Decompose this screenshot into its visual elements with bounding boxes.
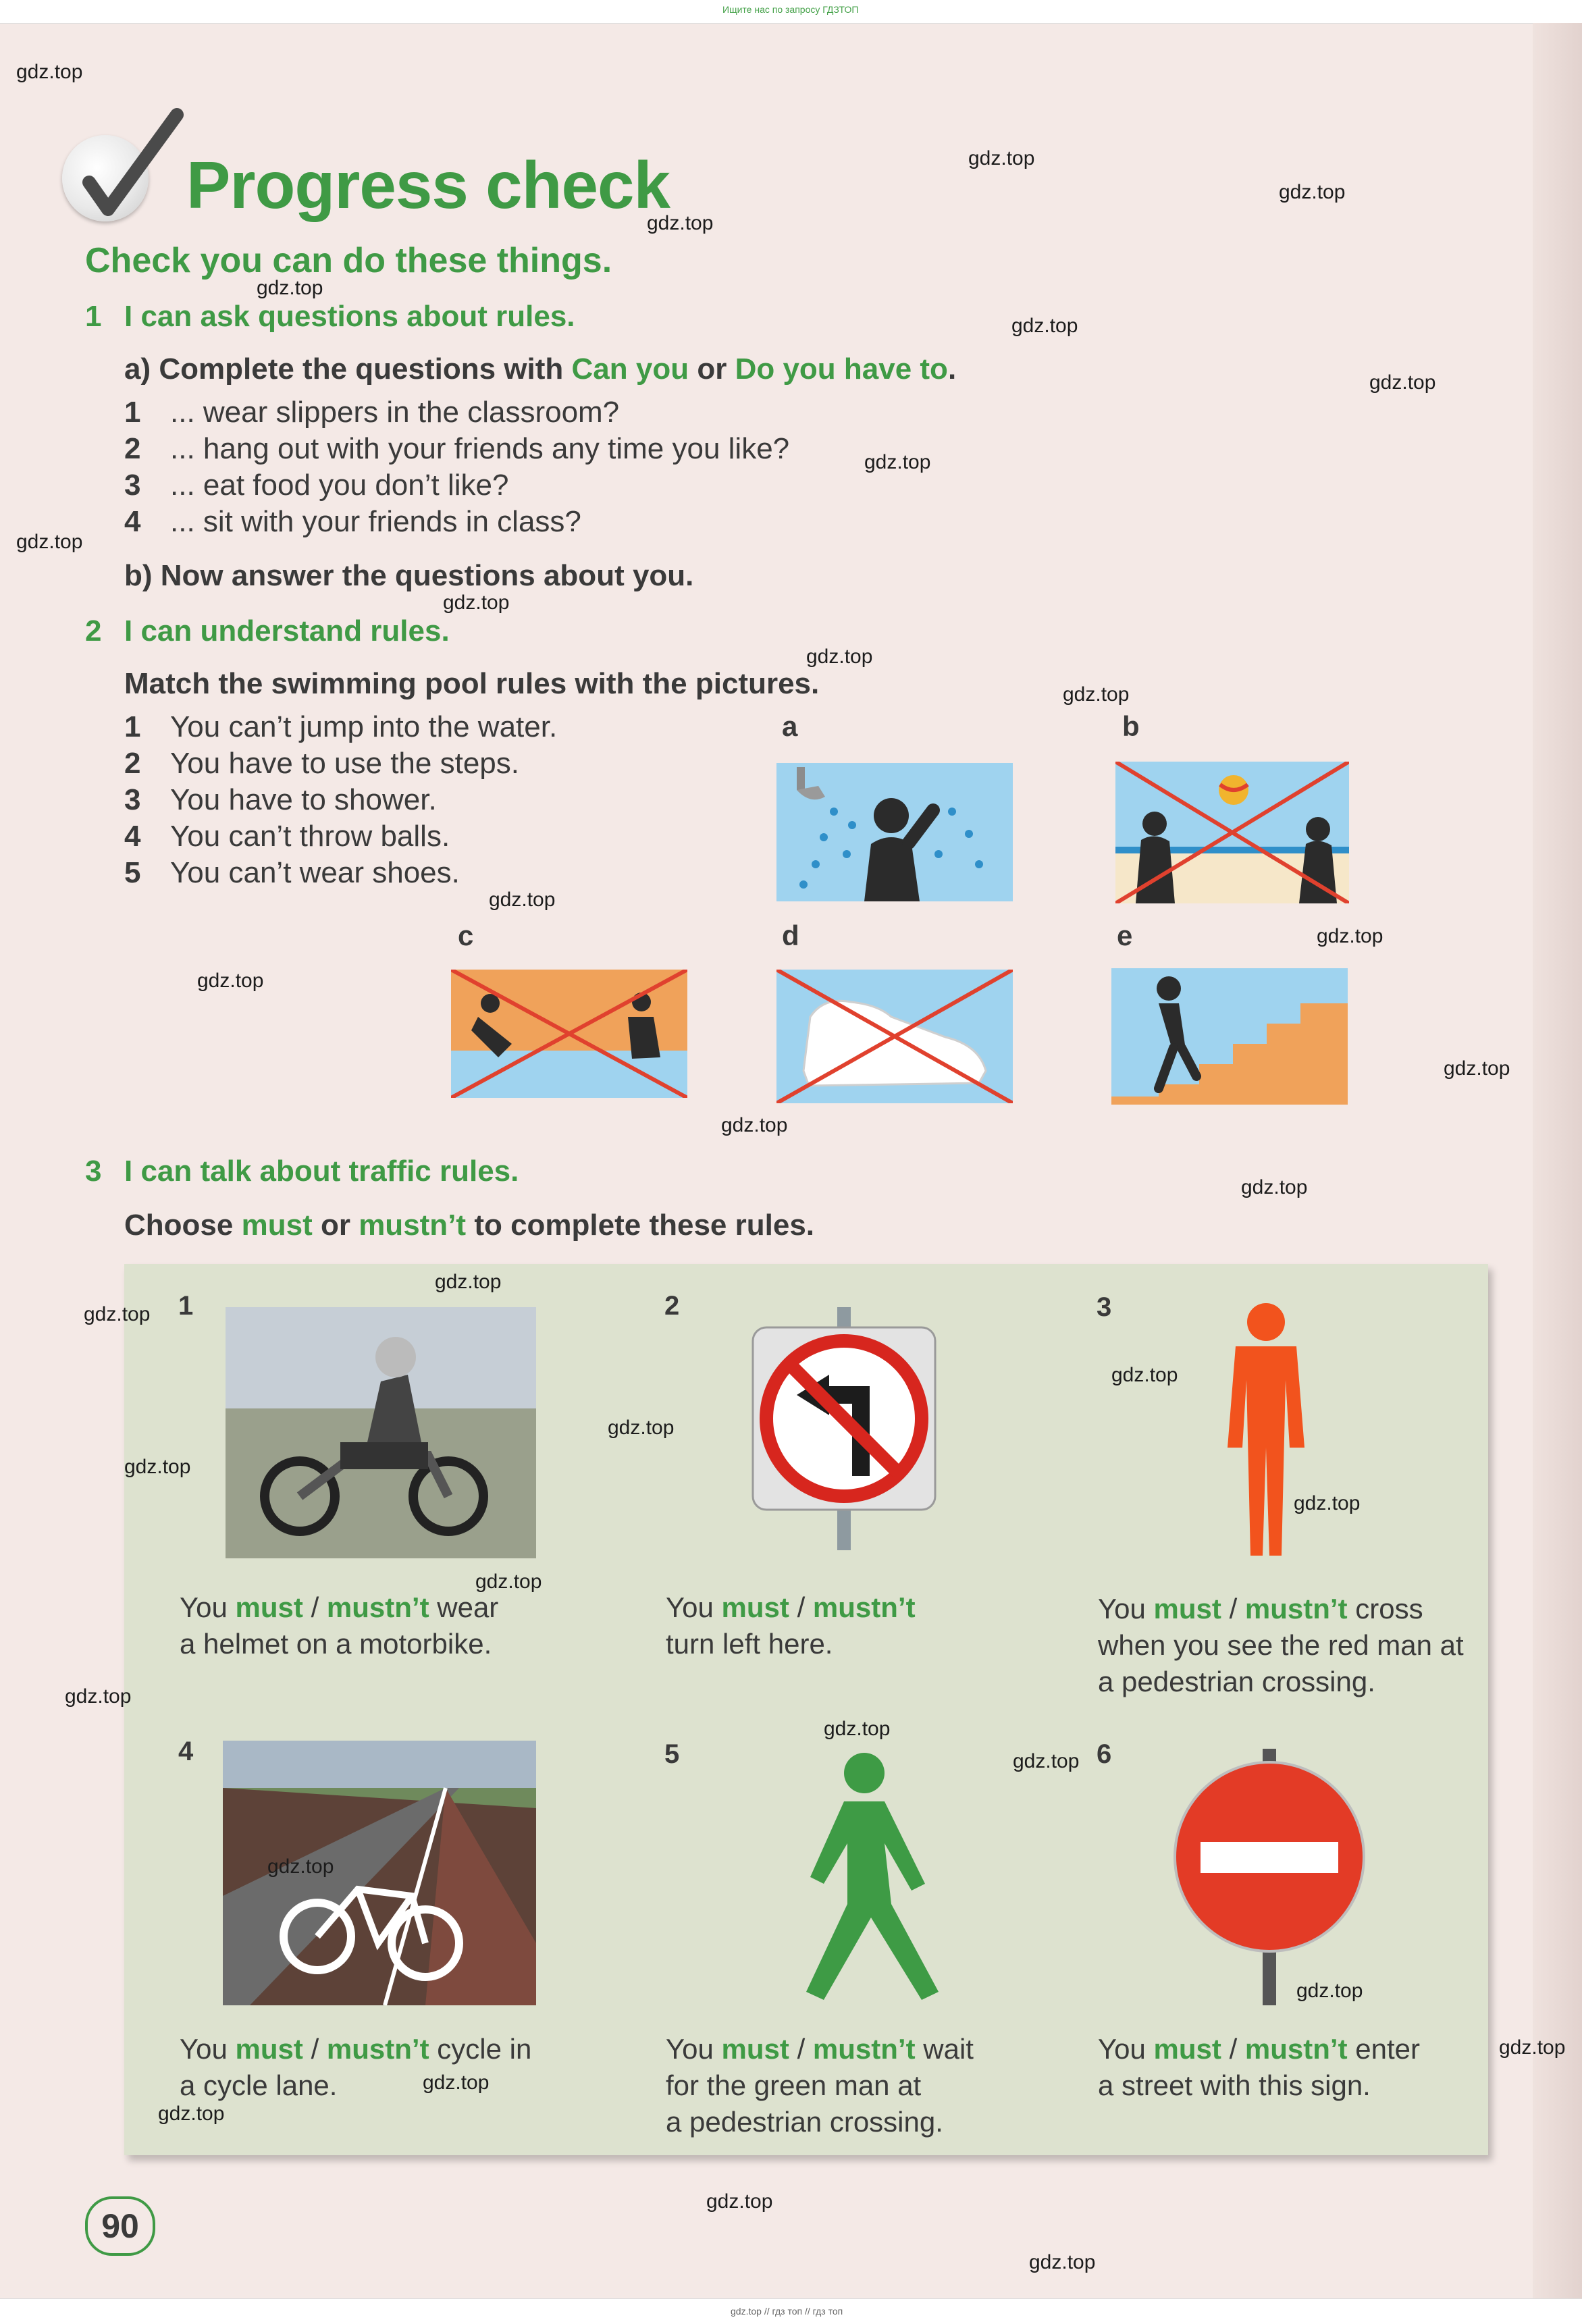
green-man-figure xyxy=(783,1749,959,2005)
watermark: gdz.top xyxy=(1499,2036,1566,2059)
watermark: gdz.top xyxy=(1296,1980,1363,2002)
red-man-figure xyxy=(1215,1299,1317,1556)
item-number: 2 xyxy=(664,1291,680,1321)
top-banner xyxy=(0,0,1582,24)
must-option[interactable]: must xyxy=(1153,2033,1221,2065)
no-jumping-picture xyxy=(451,970,687,1098)
rule-caption-3: You must / mustn’t cross when you see the red man at a pedestrian crossing. xyxy=(1098,1593,1464,1697)
bottom-banner-text: gdz.top // гдз топ // гдз топ xyxy=(731,2306,843,2317)
watermark: gdz.top xyxy=(124,1456,191,1478)
list-item: 5 You can’t wear shoes. xyxy=(124,856,460,889)
picture-label-e: e xyxy=(1117,920,1133,951)
picture-label-b: b xyxy=(1122,710,1140,742)
section2-heading: I can understand rules. xyxy=(124,614,450,648)
watermark: gdz.top xyxy=(1063,683,1130,706)
watermark: gdz.top xyxy=(968,147,1035,169)
watermark: gdz.top xyxy=(1294,1492,1361,1514)
watermark: gdz.top xyxy=(423,2071,490,2094)
watermark: gdz.top xyxy=(721,1114,788,1136)
watermark: gdz.top xyxy=(16,61,83,83)
page-number: 90 xyxy=(85,2196,155,2256)
section2-instruction: Match the swimming pool rules with the pictures. xyxy=(124,667,820,700)
item-number: 5 xyxy=(664,1739,680,1769)
watermark: gdz.top xyxy=(16,531,83,553)
watermark: gdz.top xyxy=(1111,1364,1178,1386)
steps-picture xyxy=(1111,968,1348,1105)
rule-caption-6: You must / mustn’t enter a street with this sign. xyxy=(1098,2033,1420,2101)
list-item: 2 ... hang out with your friends any time you like? xyxy=(124,432,790,465)
must-option[interactable]: must xyxy=(235,1591,303,1623)
watermark: gdz.top xyxy=(1317,925,1383,947)
no-entry-sign xyxy=(1168,1749,1371,2005)
watermark: gdz.top xyxy=(1369,371,1436,394)
picture-label-a: a xyxy=(782,710,798,742)
watermark: gdz.top xyxy=(475,1570,542,1593)
watermark: gdz.top xyxy=(84,1303,151,1325)
no-ball-picture xyxy=(1115,762,1349,903)
rule-caption-4: You must / mustn’t cycle in a cycle lane. xyxy=(180,2033,532,2101)
list-item: 1 You can’t jump into the water. xyxy=(124,710,558,743)
page-title: Progress check xyxy=(186,148,670,222)
watermark: gdz.top xyxy=(864,451,931,473)
shower-picture xyxy=(776,763,1013,901)
list-item: 3 ... eat food you don’t like? xyxy=(124,469,509,502)
watermark: gdz.top xyxy=(647,212,714,234)
list-item: 4 ... sit with your friends in class? xyxy=(124,505,581,538)
list-item: 1 ... wear slippers in the classroom? xyxy=(124,396,620,429)
top-banner-text: Ищите нас по запросу ГДЗТОП xyxy=(722,4,859,15)
bottom-banner xyxy=(0,2298,1582,2324)
watermark: gdz.top xyxy=(1013,1750,1080,1772)
motorbike-photo xyxy=(226,1307,536,1558)
list-item: 2 You have to use the steps. xyxy=(124,747,519,780)
rule-caption-1: You must / mustn’t wear a helmet on a motorbike. xyxy=(180,1591,499,1660)
watermark: gdz.top xyxy=(197,970,264,992)
mustnt-option[interactable]: mustn’t xyxy=(812,1591,916,1623)
item-number: 6 xyxy=(1097,1739,1112,1769)
mustnt-option[interactable]: mustn’t xyxy=(326,1591,429,1623)
watermark: gdz.top xyxy=(824,1718,891,1740)
item-number: 3 xyxy=(1097,1292,1112,1322)
list-item: 3 You have to shower. xyxy=(124,783,437,816)
watermark: gdz.top xyxy=(435,1271,502,1293)
watermark: gdz.top xyxy=(1444,1057,1510,1080)
list-item: 4 You can’t throw balls. xyxy=(124,820,450,853)
section1-heading: I can ask questions about rules. xyxy=(124,300,575,333)
mustnt-option[interactable]: mustn’t xyxy=(1244,2033,1348,2065)
watermark: gdz.top xyxy=(1241,1176,1308,1198)
must-option[interactable]: must xyxy=(721,2033,789,2065)
section3-instruction: Choose must or mustn’t to complete these rules. xyxy=(124,1209,815,1242)
watermark: gdz.top xyxy=(158,2103,225,2125)
section3-heading: I can talk about traffic rules. xyxy=(124,1155,519,1188)
watermark: gdz.top xyxy=(257,277,323,299)
must-option[interactable]: must xyxy=(1153,1593,1221,1625)
watermark: gdz.top xyxy=(1011,315,1078,337)
mustnt-option[interactable]: mustn’t xyxy=(326,2033,429,2065)
page-edge xyxy=(1533,23,1582,2298)
section2-number: 2 xyxy=(85,614,102,648)
mustnt-option[interactable]: mustn’t xyxy=(812,2033,916,2065)
watermark: gdz.top xyxy=(1279,181,1346,203)
item-number: 4 xyxy=(178,1737,194,1766)
section1-number: 1 xyxy=(85,300,102,333)
watermark: gdz.top xyxy=(608,1417,675,1439)
no-shoes-picture xyxy=(776,970,1013,1103)
no-left-turn-sign xyxy=(749,1307,939,1550)
watermark: gdz.top xyxy=(806,645,873,668)
watermark: gdz.top xyxy=(443,591,510,614)
watermark: gdz.top xyxy=(267,1855,334,1878)
watermark: gdz.top xyxy=(1029,2251,1096,2273)
item-number: 1 xyxy=(178,1291,194,1321)
watermark: gdz.top xyxy=(489,889,556,911)
section1-instruction-a: a) Complete the questions with Can you or Do you have to. xyxy=(124,352,957,386)
section3-number: 3 xyxy=(85,1155,102,1188)
section1-instruction-b: b) Now answer the questions about you. xyxy=(124,559,694,592)
watermark: gdz.top xyxy=(65,1685,132,1708)
rule-caption-5: You must / mustn’t wait for the green man at a pedestrian crossing. xyxy=(666,2033,974,2138)
checkmark-icon xyxy=(62,135,149,221)
rule-caption-2: You must / mustn’t turn left here. xyxy=(666,1591,916,1660)
picture-label-d: d xyxy=(782,920,799,951)
must-option[interactable]: must xyxy=(721,1591,789,1623)
must-option[interactable]: must xyxy=(235,2033,303,2065)
mustnt-option[interactable]: mustn’t xyxy=(1244,1593,1348,1625)
watermark: gdz.top xyxy=(706,2190,773,2213)
picture-label-c: c xyxy=(458,920,474,951)
page-subtitle: Check you can do these things. xyxy=(85,241,612,280)
